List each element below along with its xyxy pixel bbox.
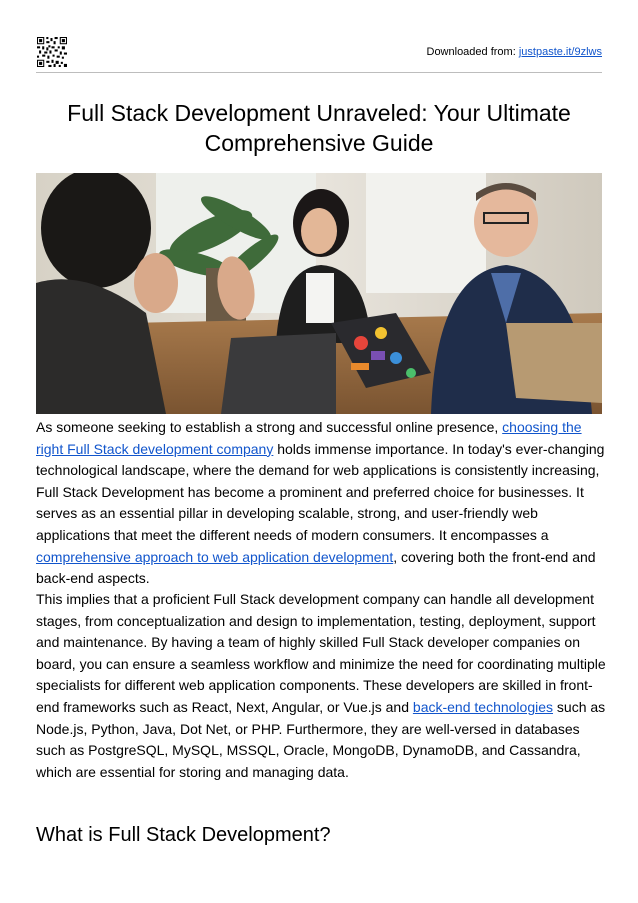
- company-link[interactable]: choosing the right Full Stack development company: [36, 419, 582, 457]
- download-label: Downloaded from:: [426, 46, 516, 58]
- second-paragraph: [36, 589, 606, 783]
- p1-text-1: As someone seeking to establish a strong and successful online presence,: [36, 419, 499, 435]
- header-divider: [36, 72, 602, 73]
- backend-link[interactable]: back-end technologies: [412, 698, 554, 715]
- page-title: Full Stack Development Unraveled: Your Ultimate Comprehensive Guide: [67, 100, 571, 156]
- download-source: [427, 46, 603, 58]
- hero-image: [36, 173, 602, 414]
- p2-text-2: such as Node.js, Python, Java, Dot Net, or PHP. Furthermore, they are well-versed in databases such as PostgreSQL, MySQL, MSSQL, Oracle, MongoDB, DynamoDB, and Cassandra, which are essential for storing and managing data.: [36, 698, 606, 780]
- page-header: [36, 36, 602, 72]
- p2-text-1: This implies that a proficient Full Stack development company can handle all development stages, from conceptualization and design to implementation, testing, deployment, support and maintenance. By having a team of highly skilled Full Stack developer companies on board, you can ensure a seamless workflow and minimize the need for coordinating multiple specialists for different web application components. These developers are skilled in front-end frameworks such as React, Next, Angular, or Vue.js and: [36, 591, 606, 715]
- intro-paragraph: [36, 417, 606, 590]
- qr-code-icon: [37, 37, 67, 67]
- p1-text-2: holds immense importance. In today's ever-changing technological landscape, where the demand for web applications is consistently increasing, Full Stack Development has become a prominent and preferred choice for businesses. It serves as an essential pillar in developing scalable, strong, and user-friendly web applications that meet the different needs of modern consumers. It encompasses a: [36, 440, 605, 543]
- source-link[interactable]: justpaste.it/9zlws: [518, 46, 602, 58]
- approach-link[interactable]: comprehensive approach to web application development: [36, 548, 394, 565]
- section-heading: What is Full Stack Development?: [36, 824, 331, 846]
- office-meeting-photo: [36, 173, 602, 414]
- p1-text-3: , covering both the front-end and back-end aspects.: [36, 548, 596, 587]
